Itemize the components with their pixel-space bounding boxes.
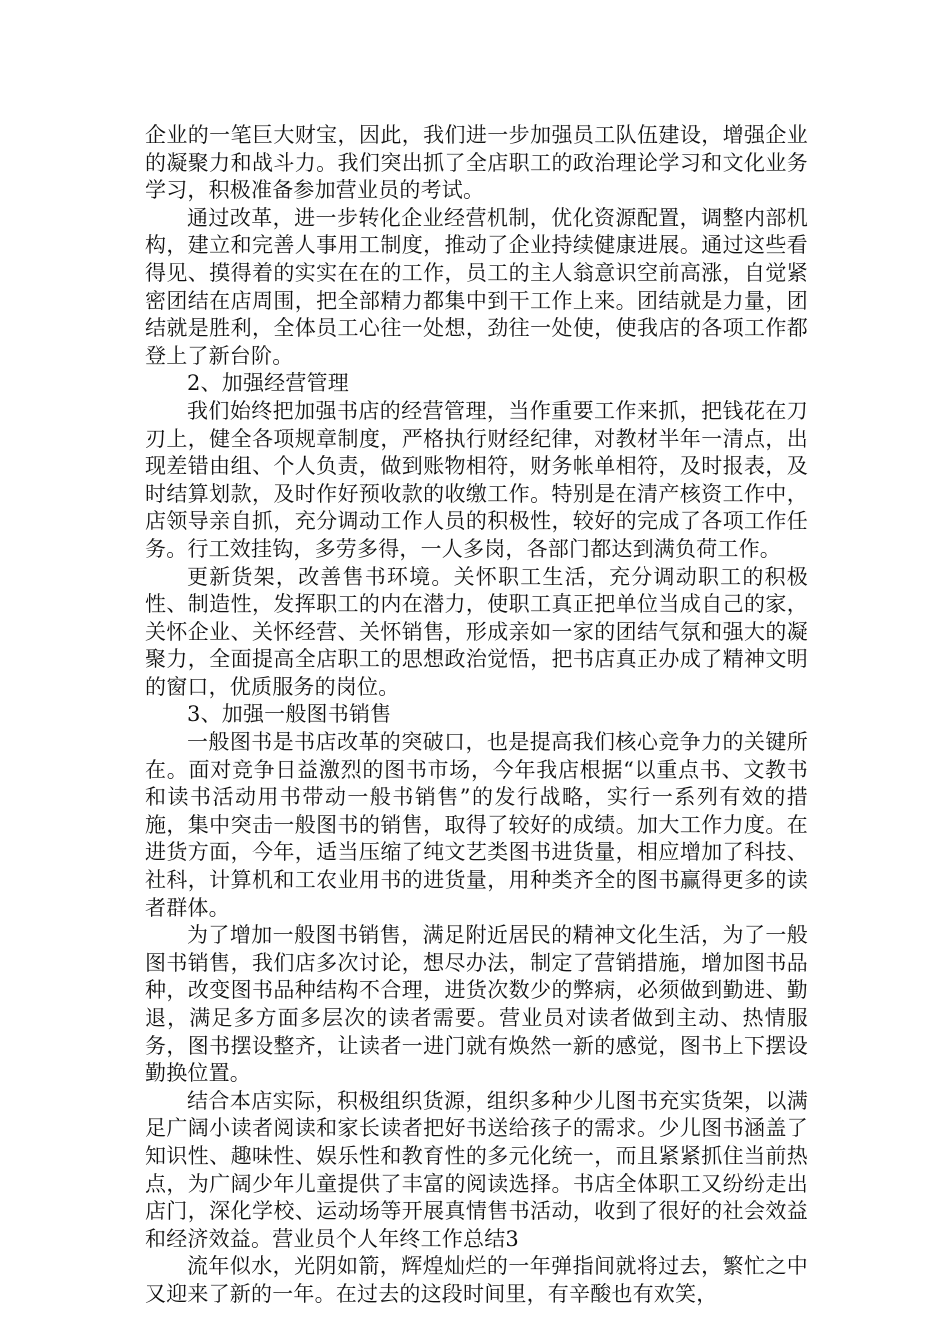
paragraph-continuation: 企业的一笔巨大财宝，因此，我们进一步加强员工队伍建设，增强企业的凝聚力和战斗力。我们突出抓了全店职工的政治理论学习和文化业务学习，积极准备参加营业员的考试。: [145, 123, 808, 203]
section-heading-management: 2、加强经营管理: [187, 371, 349, 396]
paragraph-sales-measures: 为了增加一般图书销售，满足附近居民的精神文化生活，为了一般图书销售，我们店多次讨论，想尽办法，制定了营销措施，增加图书品种，改变图书品种结构不合理，进货次数少的弊病，必须做到勤进、勤退，满足多方面多层次的读者需要。营业员对读者做到主动、热情服务，图书摆设整齐，让读者一进门就有焕然一新的感觉，图书上下摆设勤换位置。: [145, 923, 808, 1086]
paragraph-children-books: 结合本店实际，积极组织货源，组织多种少儿图书充实货架，以满足广阔小读者阅读和家长读者把好书送给孩子的需求。少儿图书涵盖了知识性、趣味性、娱乐性和教育性的多元化统一，而且紧紧抓住当前热点，为广阔少年儿童提供了丰富的阅读选择。书店全体职工又纷纷走出店门，深化学校、运动场等开展真情售书活动，收到了很好的社会效益和经济效益。营业员个人年终工作总结3: [145, 1088, 808, 1251]
paragraph-management: 我们始终把加强书店的经营管理，当作重要工作来抓，把钱花在刀刃上，健全各项规章制度，严格执行财经纪律，对教材半年一清点，出现差错由组、个人负责，做到账物相符，财务帐单相符，及时报表，及时结算划款，及时作好预收款的收缴工作。特别是在清产核资工作中，店领导亲自抓，充分调动工作人员的积极性，较好的完成了各项工作任务。行工效挂钩，多劳多得，一人多岗，各部门都达到满负荷工作。: [145, 398, 808, 561]
paragraph-new-year: 流年似水，光阴如箭，辉煌灿烂的一年弹指间就将过去，繁忙之中又迎来了新的一年。在过去的这段时间里，有辛酸也有欢笑，: [145, 1254, 808, 1306]
paragraph-general-books: 一般图书是书店改革的突破口，也是提高我们核心竞争力的关键所在。面对竞争日益激烈的图书市场，今年我店根据“以重点书、文教书和读书活动用书带动一般书销售”的发行战略，实行一系列有效的措施，集中突击一般图书的销售，取得了较好的成绩。加大工作力度。在进货方面，今年，适当压缩了纯文艺类图书进货量，相应增加了科技、社科，计算机和工农业用书的进货量，用种类齐全的图书赢得更多的读者群体。: [145, 730, 808, 920]
paragraph-reform-results: 通过改革，进一步转化企业经营机制，优化资源配置，调整内部机构，建立和完善人事用工制度，推动了企业持续健康进展。通过这些看得见、摸得着的实实在在的工作，员工的主人翁意识空前高涨，自觉紧密团结在店周围，把全部精力都集中到干工作上来。团结就是力量，团结就是胜利，全体员工心往一处想，劲往一处使，使我店的各项工作都登上了新台阶。: [145, 205, 808, 368]
section-heading-general-books: 3、加强一般图书销售: [187, 702, 392, 727]
paragraph-environment: 更新货架，改善售书环境。关怀职工生活，充分调动职工的积极性、制造性，发挥职工的内在潜力，使职工真正把单位当成自己的家，关怀企业、关怀经营、关怀销售，形成亲如一家的团结气氛和强大的凝聚力，全面提高全店职工的思想政治觉悟，把书店真正办成了精神文明的窗口，优质服务的岗位。: [145, 564, 808, 699]
document-page: [145, 122, 808, 1309]
